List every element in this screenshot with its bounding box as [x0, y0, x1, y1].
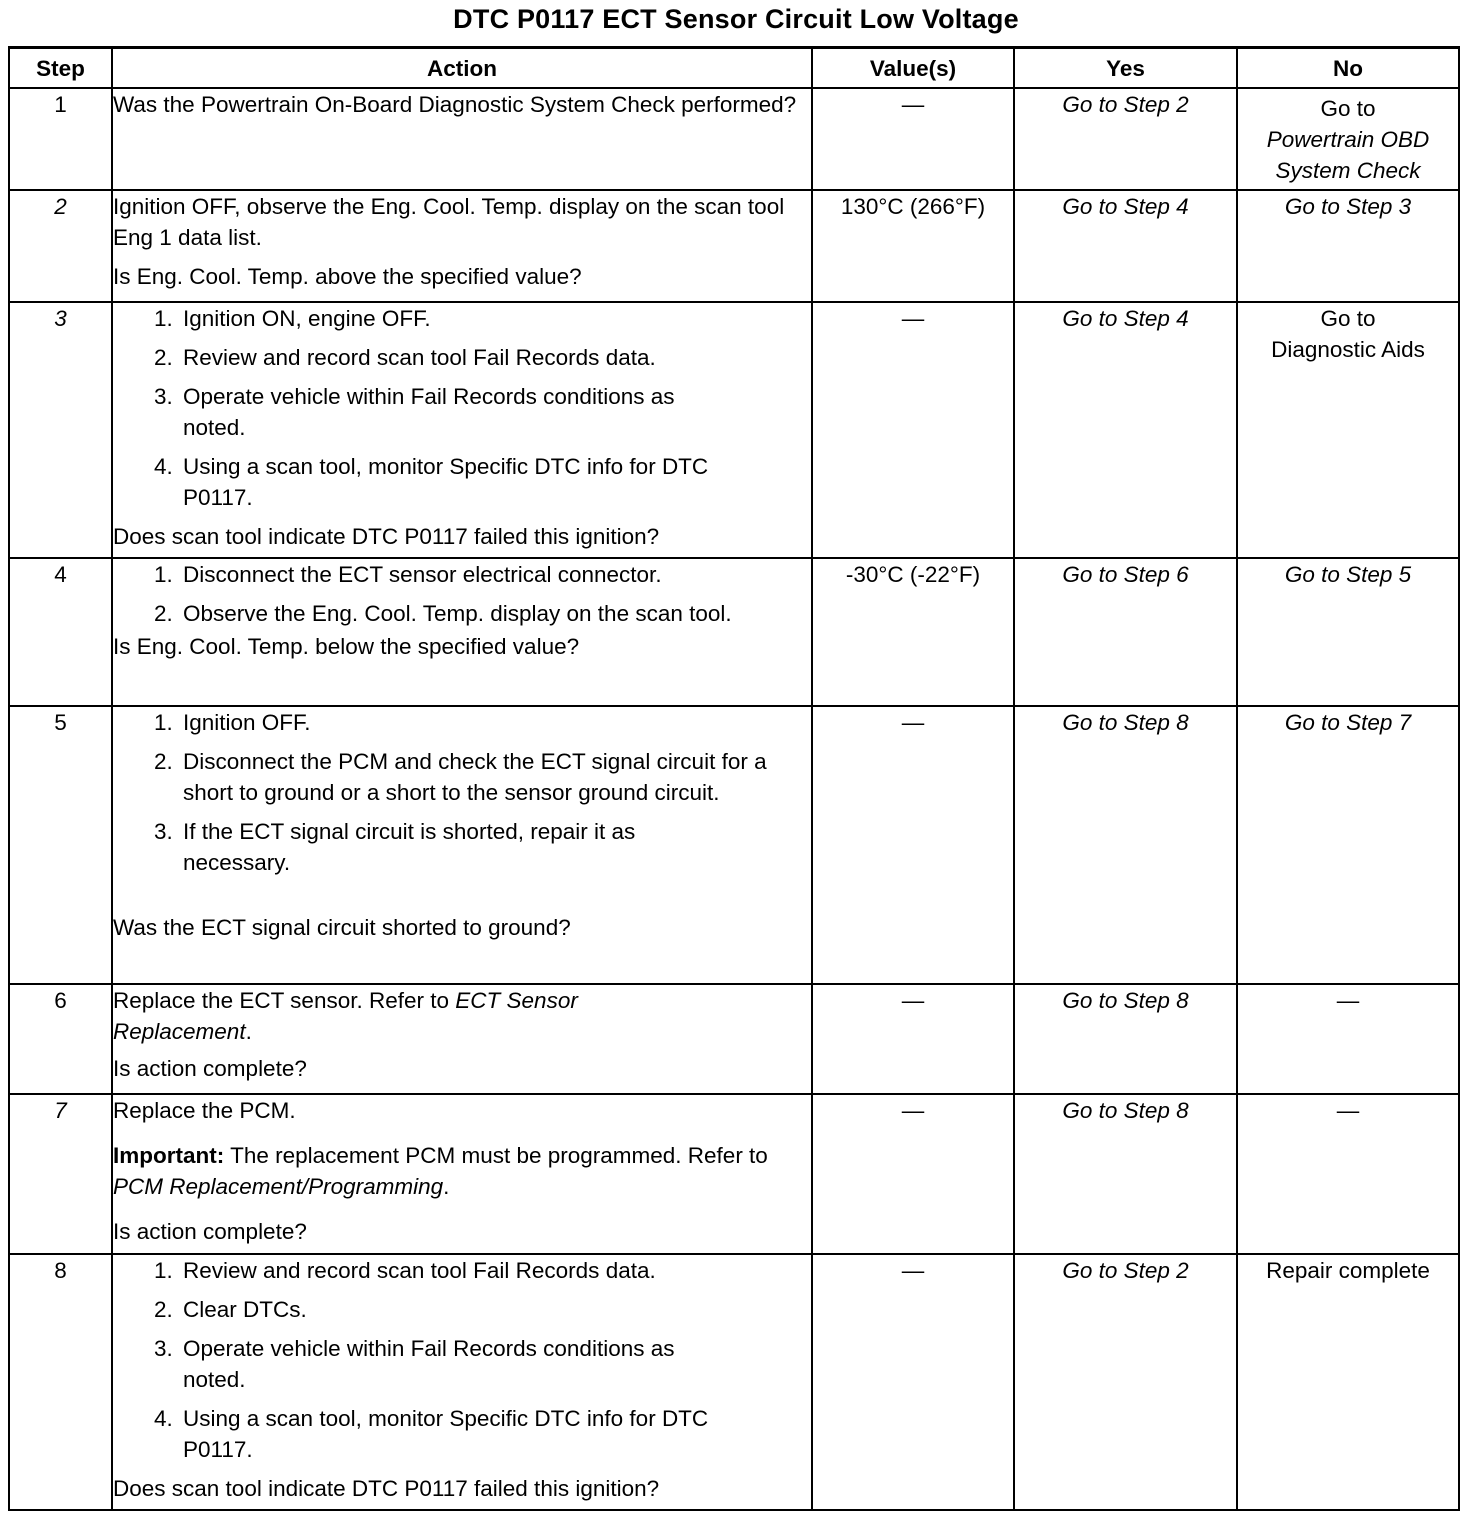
value-cell: —: [812, 1254, 1014, 1510]
list-item: 2. Observe the Eng. Cool. Temp. display on the scan tool.: [179, 598, 743, 629]
table-row: [9, 1254, 1459, 1510]
no-cell: [1237, 558, 1459, 706]
list-item: 1. Ignition ON, engine OFF.: [179, 303, 811, 334]
yes-link[interactable]: Go to Step 4: [1062, 306, 1189, 331]
yes-cell: [1014, 558, 1237, 706]
no-text: Go to: [1320, 96, 1376, 121]
step-number: 6: [9, 984, 112, 1094]
list-item: 3. Operate vehicle within Fail Records conditions as noted.: [179, 381, 743, 443]
list-item: 4. Using a scan tool, monitor Specific DTC info for DTC P0117.: [179, 451, 743, 513]
action-cell: [112, 190, 812, 302]
action-cell: [112, 302, 812, 558]
table-row: [9, 302, 1459, 558]
action-cell: [112, 558, 812, 706]
list-item: 3. Operate vehicle within Fail Records conditions as noted.: [179, 1333, 743, 1395]
action-text-main: Replace the ECT sensor. Refer to: [113, 988, 450, 1013]
action-cell: [112, 984, 812, 1094]
list-item: 1. Disconnect the ECT sensor electrical connector.: [179, 559, 811, 590]
action-question: Is action complete?: [113, 1056, 307, 1081]
no-text: Go to: [1320, 306, 1376, 331]
value-cell: —: [812, 1094, 1014, 1254]
step-number: 7: [9, 1094, 112, 1254]
table-row: [9, 558, 1459, 706]
no-link[interactable]: Powertrain OBD System Check: [1266, 127, 1430, 183]
action-text: Replace the PCM.: [113, 1098, 296, 1123]
step-number: 3: [9, 302, 112, 558]
action-cell: [112, 88, 812, 190]
table-row: [9, 88, 1459, 190]
list-item: 3. If the ECT signal circuit is shorted, repair it as necessary.: [179, 816, 743, 878]
action-question: Is Eng. Cool. Temp. above the specified value?: [113, 264, 582, 289]
step-number: 2: [9, 190, 112, 302]
action-question: Was the ECT signal circuit shorted to ground?: [113, 915, 571, 940]
important-label: Important:: [113, 1143, 225, 1168]
step-number: 5: [9, 706, 112, 984]
diagnostic-table: [8, 46, 1460, 1511]
no-link[interactable]: Go to Step 5: [1284, 562, 1412, 587]
action-cell: [112, 706, 812, 984]
list-item: 2. Clear DTCs.: [179, 1294, 811, 1325]
action-text: [113, 985, 673, 1047]
action-question: Is action complete?: [113, 1219, 307, 1244]
no-cell: [1237, 706, 1459, 984]
value-cell: -30°C (-22°F): [812, 558, 1014, 706]
action-question: Does scan tool indicate DTC P0117 failed this ignition?: [113, 1476, 660, 1501]
action-ref-link[interactable]: ECT Sensor Replacement: [113, 988, 578, 1044]
action-end: .: [245, 1019, 252, 1044]
action-list: [113, 707, 811, 878]
yes-link[interactable]: Go to Step 2: [1062, 92, 1189, 117]
no-cell: [1237, 1254, 1459, 1510]
important-end: .: [443, 1174, 450, 1199]
step-number: 1: [9, 88, 112, 190]
table-row: [9, 706, 1459, 984]
yes-cell: [1014, 984, 1237, 1094]
no-text: Repair complete: [1266, 1258, 1430, 1283]
important-text: The replacement PCM must be programmed. Refer to: [230, 1143, 768, 1168]
list-item: 2. Review and record scan tool Fail Records data.: [179, 342, 811, 373]
yes-link[interactable]: Go to Step 2: [1062, 1258, 1189, 1283]
list-item: 1. Ignition OFF.: [179, 707, 811, 738]
important-ref-link[interactable]: PCM Replacement/Programming: [113, 1174, 444, 1199]
no-link[interactable]: Go to Step 7: [1284, 710, 1412, 735]
step-number: 4: [9, 558, 112, 706]
yes-link[interactable]: Go to Step 8: [1062, 988, 1189, 1013]
action-text: Ignition OFF, observe the Eng. Cool. Temp. display on the scan tool Eng 1 data list.: [113, 194, 785, 250]
action-question: Is Eng. Cool. Temp. below the specified value?: [113, 634, 580, 659]
yes-cell: [1014, 1254, 1237, 1510]
header-values: Value(s): [812, 48, 1014, 89]
no-cell: [1237, 88, 1459, 190]
no-cell: —: [1237, 984, 1459, 1094]
header-yes: Yes: [1014, 48, 1237, 89]
value-cell: —: [812, 984, 1014, 1094]
value-cell: —: [812, 706, 1014, 984]
yes-cell: [1014, 190, 1237, 302]
action-cell: [112, 1094, 812, 1254]
yes-cell: [1014, 88, 1237, 190]
action-text: Was the Powertrain On-Board Diagnostic System Check performed?: [113, 92, 797, 117]
no-link[interactable]: Go to Step 3: [1284, 194, 1412, 219]
action-cell: [112, 1254, 812, 1510]
yes-link[interactable]: Go to Step 8: [1062, 1098, 1189, 1123]
header-step: Step: [9, 48, 112, 89]
no-cell: —: [1237, 1094, 1459, 1254]
important-note: [113, 1140, 811, 1202]
action-list: [113, 1255, 811, 1465]
list-item: 2. Disconnect the PCM and check the ECT signal circuit for a short to ground or a short to the sensor ground circuit.: [179, 746, 793, 808]
no-link[interactable]: Diagnostic Aids: [1271, 337, 1425, 362]
step-number: 8: [9, 1254, 112, 1510]
table-row: [9, 190, 1459, 302]
no-cell: [1237, 302, 1459, 558]
table-row: [9, 984, 1459, 1094]
yes-cell: [1014, 706, 1237, 984]
yes-link[interactable]: Go to Step 8: [1062, 710, 1189, 735]
action-question: Does scan tool indicate DTC P0117 failed this ignition?: [113, 524, 660, 549]
value-cell: —: [812, 302, 1014, 558]
yes-cell: [1014, 302, 1237, 558]
value-cell: 130°C (266°F): [812, 190, 1014, 302]
yes-cell: [1014, 1094, 1237, 1254]
list-item: 4. Using a scan tool, monitor Specific DTC info for DTC P0117.: [179, 1403, 743, 1465]
value-cell: —: [812, 88, 1014, 190]
page-title: DTC P0117 ECT Sensor Circuit Low Voltage: [453, 4, 1019, 34]
header-action: Action: [112, 48, 812, 89]
yes-link[interactable]: Go to Step 4: [1062, 194, 1189, 219]
header-row: [9, 48, 1459, 89]
table-row: [9, 1094, 1459, 1254]
action-list: [113, 303, 811, 513]
yes-link[interactable]: Go to Step 6: [1062, 562, 1189, 587]
action-list: [113, 559, 811, 629]
no-cell: [1237, 190, 1459, 302]
list-item: 1. Review and record scan tool Fail Records data.: [179, 1255, 811, 1286]
header-no: No: [1237, 48, 1459, 89]
